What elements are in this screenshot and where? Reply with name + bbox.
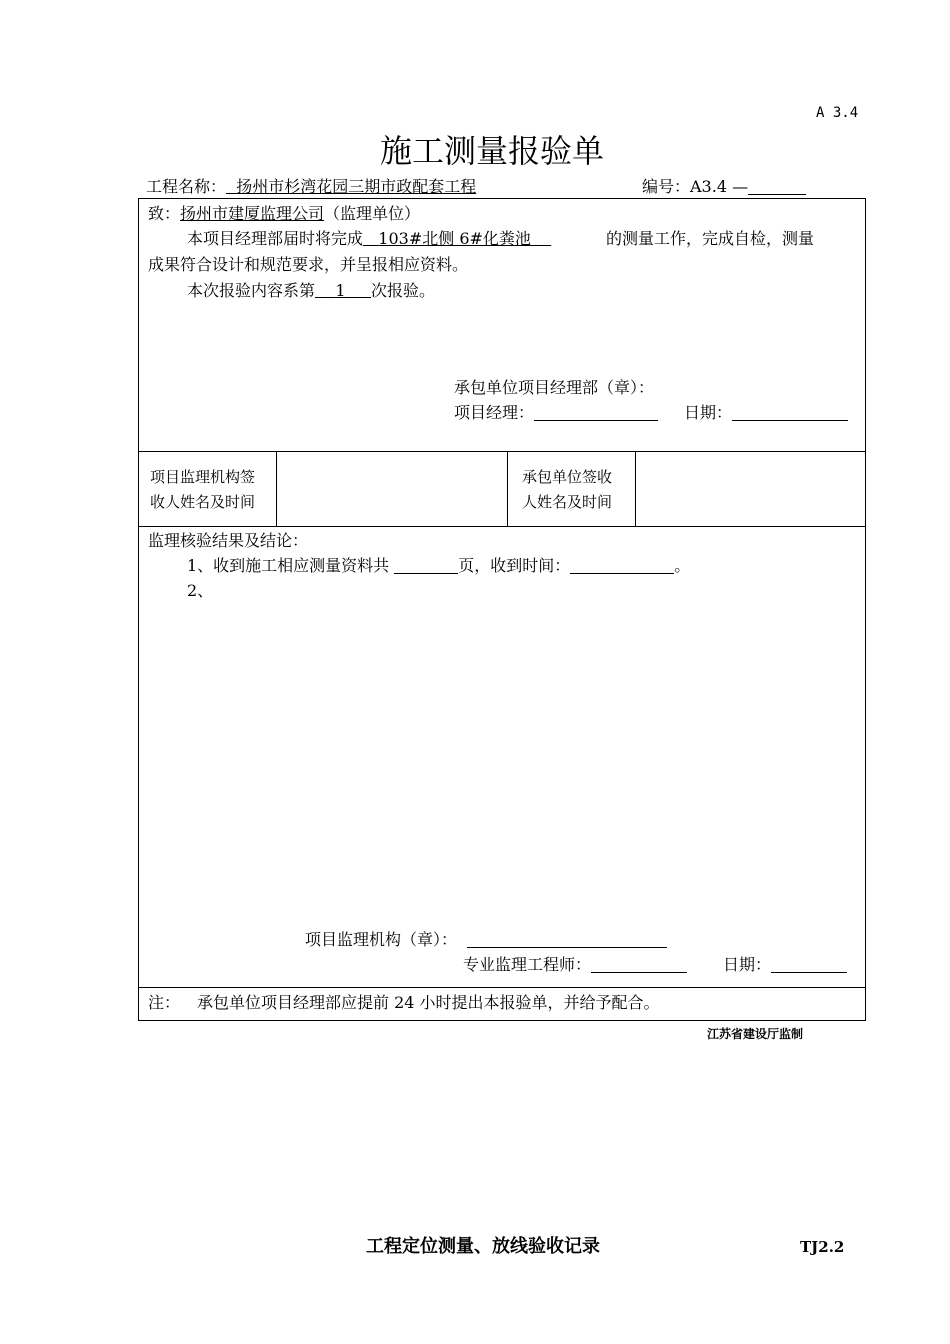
section1-date-label: 日期： bbox=[684, 403, 733, 422]
page-title: 施工测量报验单 bbox=[380, 132, 605, 170]
table-border-left bbox=[138, 198, 139, 1021]
project-manager-blank[interactable] bbox=[534, 405, 658, 421]
supervisor-sign-label-1: 项目监理机构签 bbox=[150, 468, 256, 486]
received-time-blank[interactable] bbox=[570, 558, 674, 574]
addressee-label: 致： bbox=[148, 204, 181, 223]
verification-item-1 bbox=[187, 558, 690, 574]
submission-count-suffix: 次报验。 bbox=[370, 281, 435, 300]
work-item-value: 103#北侧 6#化粪池 bbox=[378, 229, 531, 248]
section3-date-blank[interactable] bbox=[771, 957, 847, 973]
project-manager-label: 项目经理： bbox=[454, 403, 535, 422]
engineer-line bbox=[463, 957, 687, 973]
item1-end: 。 bbox=[674, 556, 691, 575]
form-number-blank bbox=[748, 179, 806, 195]
section1-date-line bbox=[684, 405, 848, 421]
contractor-sign-label-1: 承包单位签收 bbox=[522, 468, 613, 486]
conformity-line: 成果符合设计和规范要求，并呈报相应资料。 bbox=[148, 255, 469, 274]
form-number-row bbox=[642, 179, 806, 195]
project-name-value: 扬州市杉湾花园三期市政配套工程 bbox=[236, 177, 477, 196]
project-manager-line bbox=[454, 405, 658, 421]
note-label: 注： bbox=[148, 993, 181, 1012]
table-divider-2 bbox=[138, 526, 866, 527]
verification-heading: 监理核验结果及结论： bbox=[148, 531, 309, 550]
supervision-org-label: 项目监理机构（章）： bbox=[305, 930, 458, 949]
table-divider-1 bbox=[138, 451, 866, 452]
sign-row-separator-2 bbox=[507, 451, 508, 527]
engineer-blank[interactable] bbox=[591, 957, 687, 973]
section3-date-line bbox=[723, 957, 847, 973]
section3-date-label: 日期： bbox=[723, 955, 772, 974]
submission-count-prefix: 本次报验内容系第 bbox=[187, 281, 316, 300]
engineer-label: 专业监理工程师： bbox=[463, 955, 592, 974]
supervision-company: 扬州市建厦监理公司 bbox=[180, 204, 325, 223]
contractor-sign-label-2: 人姓名及时间 bbox=[522, 493, 613, 511]
form-number-label: 编号：A3.4 — bbox=[642, 177, 749, 196]
addressee-suffix: （监理单位） bbox=[324, 204, 421, 223]
supervision-org-blank[interactable] bbox=[467, 932, 667, 948]
supervision-org-line bbox=[305, 932, 667, 948]
project-name-row bbox=[146, 179, 476, 195]
sign-row-separator-1 bbox=[276, 451, 277, 527]
project-name-label: 工程名称： bbox=[146, 177, 227, 196]
table-border-right bbox=[865, 198, 866, 1021]
item1-mid: 页，收到时间： bbox=[458, 556, 571, 575]
item1-prefix: 1、收到施工相应测量资料共 bbox=[187, 556, 390, 575]
work-item-suffix: 的测量工作，完成自检，测量 bbox=[606, 229, 815, 248]
verification-item-2: 2、 bbox=[187, 581, 214, 600]
addressee-line bbox=[148, 206, 420, 222]
contractor-dept-stamp: 承包单位项目经理部（章）： bbox=[454, 378, 655, 397]
supervised-by: 江苏省建设厅监制 bbox=[707, 1027, 804, 1041]
work-item-line bbox=[187, 231, 551, 247]
note-text: 承包单位项目经理部应提前 24 小时提出本报验单，并给予配合。 bbox=[197, 993, 660, 1012]
work-item-prefix: 本项目经理部届时将完成 bbox=[187, 229, 364, 248]
sign-row-separator-3 bbox=[635, 451, 636, 527]
section1-date-blank[interactable] bbox=[732, 405, 848, 421]
form-code: A 3.4 bbox=[816, 105, 859, 121]
table-border-top bbox=[138, 198, 866, 199]
next-page-title: 工程定位测量、放线验收记录 bbox=[366, 1236, 600, 1257]
submission-count-line bbox=[187, 283, 435, 299]
table-divider-3 bbox=[138, 987, 866, 988]
table-border-bottom bbox=[138, 1020, 866, 1021]
next-page-code: TJ2.2 bbox=[800, 1238, 845, 1256]
submission-count-value: 1 bbox=[335, 281, 346, 300]
supervisor-sign-label-2: 收人姓名及时间 bbox=[150, 493, 256, 511]
page-count-blank[interactable] bbox=[394, 558, 458, 574]
